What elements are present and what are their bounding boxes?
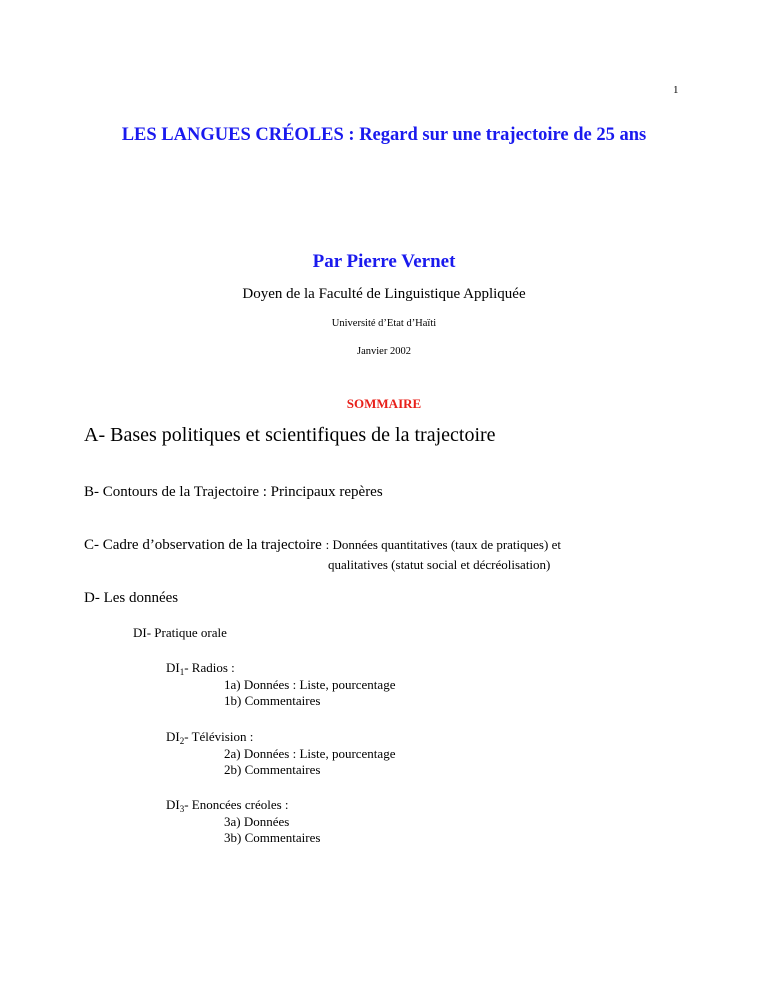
- item-line: 2b) Commentaires: [224, 762, 321, 777]
- item-title: - Télévision :: [184, 729, 254, 744]
- author-name: Par Pierre Vernet: [312, 251, 456, 272]
- item-line: 1a) Données : Liste, pourcentage: [224, 677, 396, 692]
- document-title: LES LANGUES CRÉOLES : Regard sur une trajectoire de 25 ans: [121, 125, 647, 145]
- section-c-detail: : Données quantitatives (taux de pratiques) et: [325, 537, 561, 552]
- item-line: 3a) Données: [224, 814, 290, 829]
- item-code: $DI_3$: [166, 797, 185, 814]
- author-affiliation: Doyen de la Faculté de Linguistique Appliquée: [242, 286, 526, 302]
- item-title: - Radios :: [184, 660, 235, 675]
- section-b: B- Contours de la Trajectoire : Principaux repères: [84, 484, 383, 500]
- item-title: - Enoncées créoles :: [184, 797, 289, 812]
- section-a: A- Bases politiques et scientifiques de la trajectoire: [84, 424, 496, 446]
- section-c: [84, 537, 561, 554]
- subsection-di1: [166, 660, 235, 677]
- item-line: 3b) Commentaires: [224, 830, 321, 845]
- section-d: D- Les données: [84, 590, 179, 606]
- sommaire-heading: SOMMAIRE: [346, 396, 422, 411]
- item-line: 2a) Données : Liste, pourcentage: [224, 746, 396, 761]
- subsection-di2: [166, 729, 253, 746]
- section-c-title: C- Cadre d’observation de la trajectoire: [84, 537, 326, 553]
- subsection-di3: [166, 797, 289, 814]
- item-code: $DI_2$: [166, 729, 185, 746]
- university-name: Université d’Etat d’Haïti: [331, 318, 437, 329]
- page-number: 1: [673, 84, 679, 96]
- item-line: 1b) Commentaires: [224, 693, 321, 708]
- subsection-di: DI- Pratique orale: [133, 625, 227, 640]
- section-c-continuation: qualitatives (statut social et décréolisation): [328, 557, 551, 572]
- item-code: $DI_1$: [166, 660, 185, 677]
- publication-date: Janvier 2002: [357, 346, 411, 357]
